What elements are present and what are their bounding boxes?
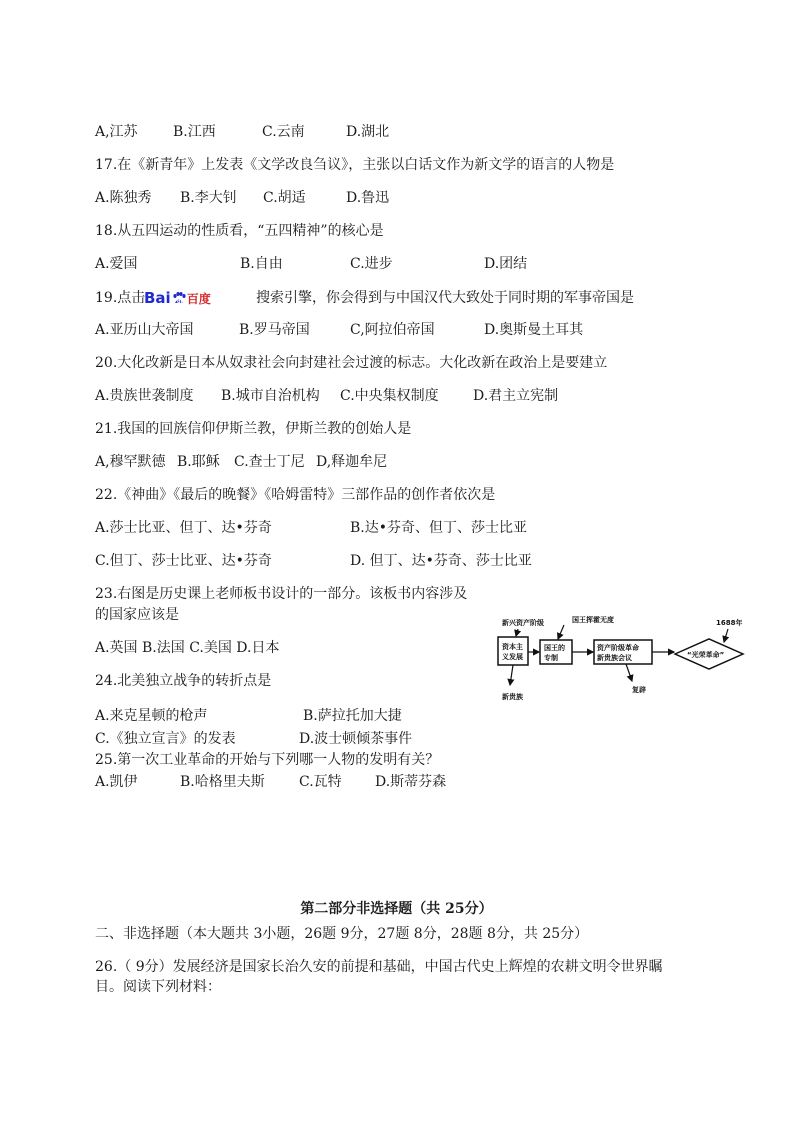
q19-option-c: C,阿拉伯帝国 (350, 322, 435, 338)
q25-option-d: D.斯蒂芬森 (375, 774, 447, 790)
q18-option-d: D.团结 (484, 256, 528, 272)
q25-option-a: A.凯伊 (95, 774, 138, 790)
q21-option-a: A,穆罕默德 (95, 454, 166, 470)
q18-option-a: A.爱国 (95, 256, 138, 272)
svg-text:du: du (176, 299, 184, 305)
q20-option-d: D.君主立宪制 (473, 388, 559, 404)
q23-board-diagram (480, 607, 760, 707)
diagram-bottom-label-1: 新贵族 (502, 693, 523, 701)
q19-stem: 搜索引擎，你会得到与中国汉代大致处于同时期的军事帝国是 (256, 290, 634, 306)
q17-option-d: D.鲁迅 (346, 190, 390, 206)
q24-option-c: C.《独立宣言》的发表 (95, 731, 236, 747)
q22-option-d: D. 但丁、达•芬奇、莎士比亚 (350, 553, 532, 569)
q20-stem: 20.大化改新是日本从奴隶社会向封建社会过渡的标志。大化改新在政治上是要建立 (95, 355, 608, 371)
q18-option-c: C.进步 (350, 256, 393, 272)
baidu-paw-icon (172, 291, 186, 305)
q16-option-a: A,江苏 (95, 124, 138, 140)
q25-stem: 25.第一次工业革命的开始与下列哪一人物的发明有关？ (95, 752, 440, 768)
q26-stem-line1: 26.（ 9分）发展经济是国家长治久安的前提和基础，中国古代史上辉煌的农耕文明令世界瞩 (95, 959, 663, 975)
q23-options: A.英国 B.法国 C.美国 D.日本 (95, 640, 280, 656)
diagram-box-2-line2: 专制 (544, 654, 558, 662)
q19-option-d: D.奥斯曼土耳其 (484, 322, 584, 338)
diagram-top-label-3: 1688年 (716, 619, 743, 627)
q17-option-c: C.胡适 (263, 190, 306, 206)
diagram-box-2-line1: 国王的 (544, 644, 565, 652)
baidu-logo-text: Bai (144, 289, 171, 307)
q24-option-b: B.萨拉托加大捷 (303, 708, 402, 724)
q20-option-b: B.城市自治机构 (221, 388, 320, 404)
q26-stem-line2: 目。阅读下列材料： (95, 979, 221, 995)
diagram-top-label-2: 国王挥霍无度 (572, 616, 614, 624)
q19-prefix: 19.点击 (95, 290, 146, 306)
q16-option-b: B.江西 (173, 124, 216, 140)
q21-stem: 21.我国的回族信仰伊斯兰教，伊斯兰教的创始人是 (95, 421, 412, 437)
part2-heading: 二、非选择题（本大题共 3小题，26题 9分，27题 8分，28题 8分，共 25分） (95, 926, 589, 942)
diagram-box-3-line2: 新贵族会议 (597, 654, 632, 662)
q19-option-a: A.亚历山大帝国 (95, 322, 194, 338)
q17-option-a: A.陈独秀 (95, 190, 152, 206)
q21-option-b: B.耶稣 (177, 454, 220, 470)
q23-stem-line1: 23.右图是历史课上老师板书设计的一部分。该板书内容涉及 (95, 586, 468, 602)
q18-option-b: B.自由 (240, 256, 283, 272)
q23-stem-line2: 的国家应该是 (95, 607, 179, 623)
q22-stem: 22.《神曲》《最后的晚餐》《哈姆雷特》三部作品的创作者依次是 (95, 487, 496, 503)
diagram-top-label-1: 新兴资产阶级 (502, 619, 544, 627)
q20-option-c: C.中央集权制度 (340, 388, 439, 404)
q19-option-b: B.罗马帝国 (239, 322, 310, 338)
q21-option-d: D,释迦牟尼 (316, 454, 388, 470)
q24-stem: 24.北美独立战争的转折点是 (95, 673, 272, 689)
q17-option-b: B.李大钊 (180, 190, 237, 206)
q18-stem: 18.从五四运动的性质看，“五四精神”的核心是 (95, 223, 384, 239)
q24-option-a: A.来克星顿的枪声 (95, 708, 208, 724)
q20-option-a: A.贵族世袭制度 (95, 388, 194, 404)
diagram-box-1-line2: 义发展 (502, 653, 523, 661)
diagram-bottom-label-2: 复辟 (632, 686, 646, 694)
diagram-box-3-line1: 资产阶级革命 (597, 644, 639, 652)
q22-option-b: B.达•芬奇、但丁、莎士比亚 (350, 520, 527, 536)
baidu-logo-cn: 百度 (186, 291, 211, 306)
q21-option-c: C.查士丁尼 (234, 454, 305, 470)
baidu-logo (144, 288, 216, 308)
q25-option-c: C.瓦特 (299, 774, 342, 790)
diagram-diamond-label: “光荣革命” (687, 651, 725, 659)
q16-option-c: C.云南 (262, 124, 305, 140)
part2-title: 第二部分非选择题（共 25分） (300, 901, 493, 917)
diagram-box-1-line1: 资本主 (502, 643, 523, 651)
q22-option-c: C.但丁、莎士比亚、达•芬奇 (95, 553, 272, 569)
q24-option-d: D.波士顿倾茶事件 (299, 731, 413, 747)
q17-stem: 17.在《新青年》上发表《文学改良刍议》，主张以白话文作为新文学的语言的人物是 (95, 157, 615, 173)
q22-option-a: A.莎士比亚、但丁、达•芬奇 (95, 520, 272, 536)
q16-option-d: D.湖北 (346, 124, 390, 140)
q25-option-b: B.哈格里夫斯 (180, 774, 265, 790)
